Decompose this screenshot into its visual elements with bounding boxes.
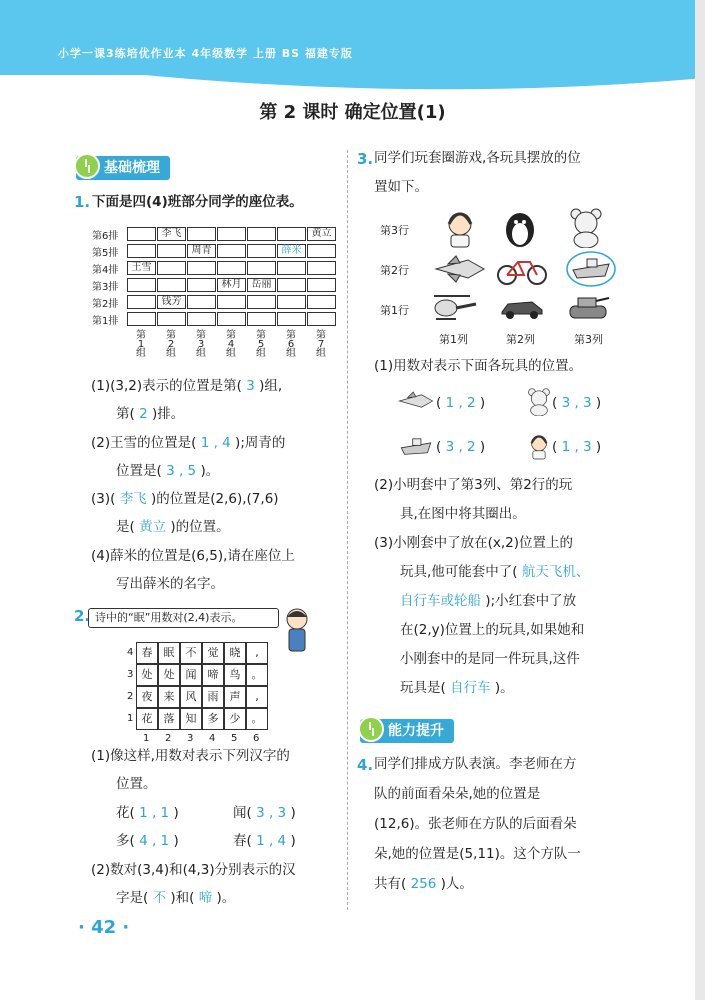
answer: 1 , 1 — [139, 805, 170, 821]
poem-cell: 雨 — [202, 686, 224, 708]
answer: 3 , 5 — [166, 463, 197, 479]
col-label: 第3列 — [574, 333, 603, 346]
seat — [277, 227, 306, 241]
row-label: 第4排 — [92, 265, 119, 276]
bear-small-icon — [526, 388, 552, 420]
row-label: 第1排 — [92, 316, 119, 327]
q2-chun: 春( 1 , 4 ) — [233, 833, 296, 849]
row-label: 1 — [127, 713, 134, 724]
poem-cell: 。 — [246, 708, 268, 730]
column-label: 第 6 组 — [286, 330, 296, 359]
poem-cell: 多 — [202, 708, 224, 730]
column-label: 5 — [231, 733, 238, 744]
seat: 林月 — [217, 278, 246, 292]
poem-cell: 知 — [180, 708, 202, 730]
seat — [247, 312, 276, 326]
q1-part3-line2: 是( 黄立 )的位置。 — [116, 519, 230, 535]
seat — [127, 244, 156, 258]
q3-part1: (1)用数对表示下面各玩具的位置。 — [374, 358, 583, 374]
space-shuttle-icon — [434, 254, 486, 290]
seat — [217, 227, 246, 241]
poem-cell: 不 — [180, 642, 202, 664]
seat — [187, 261, 216, 275]
q2-hua: 花( 1 , 1 ) — [116, 805, 179, 821]
seat — [127, 295, 156, 309]
seat — [277, 278, 306, 292]
column-label: 1 — [143, 733, 150, 744]
column-label: 3 — [187, 733, 194, 744]
penguin-icon — [503, 210, 537, 254]
q1-part2-line1: (2)王雪的位置是( 1 , 4 );周青的 — [91, 435, 286, 451]
poem-cell: 来 — [158, 686, 180, 708]
seat — [157, 244, 186, 258]
car-icon — [500, 296, 544, 326]
q1-part3-line1: (3)( 李飞 )的位置是(2,6),(7,6) — [91, 491, 279, 507]
poem-cell: 处 — [158, 664, 180, 686]
row-label: 4 — [127, 647, 134, 658]
column-label: 第 5 组 — [256, 330, 266, 359]
seat — [247, 261, 276, 275]
q3-part3-line4: 在(2,y)位置上的玩具,如果她和 — [400, 622, 585, 638]
poem-cell: 少 — [224, 708, 246, 730]
girl-doll-icon — [441, 208, 479, 254]
column-label: 第 1 组 — [136, 330, 146, 359]
row-label: 第2排 — [92, 299, 119, 310]
seat — [157, 312, 186, 326]
seat — [247, 244, 276, 258]
col-label: 第1列 — [439, 333, 468, 346]
speech-bubble: 诗中的“眠”用数对(2,4)表示。 — [88, 608, 279, 628]
teddy-bear-icon — [568, 208, 604, 254]
question-number: 3. — [357, 150, 374, 168]
q3-part2-line2: 具,在图中将其圈出。 — [400, 506, 526, 522]
column-label: 2 — [165, 733, 172, 744]
poem-cell: 鸟 — [224, 664, 246, 686]
q1-part2-line2: 位置是( 3 , 5 )。 — [116, 463, 220, 479]
seat — [307, 261, 336, 275]
helicopter-icon — [430, 292, 478, 328]
clock-icon — [74, 153, 100, 179]
answer: 256 — [410, 876, 437, 892]
poem-cell: 。 — [246, 664, 268, 686]
column-label: 4 — [209, 733, 216, 744]
answer: 黄立 — [139, 519, 167, 535]
poem-cell: 晓 — [224, 642, 246, 664]
question-number: 4. — [357, 756, 374, 774]
answer: 自行车或轮船 — [400, 593, 481, 609]
poem-cell: 花 — [136, 708, 158, 730]
poem-cell: 啼 — [202, 664, 224, 686]
seat — [307, 295, 336, 309]
section-tag-label: 能力提升 — [388, 723, 444, 739]
question-number: 2. — [74, 607, 91, 625]
seat — [217, 261, 246, 275]
q1-part4-line2: 写出薛米的名字。 — [116, 576, 224, 592]
column-label: 第 2 组 — [166, 330, 176, 359]
q3-part3-line6: 玩具是( 自行车 )。 — [400, 680, 514, 696]
poem-cell: 风 — [180, 686, 202, 708]
seat — [157, 261, 186, 275]
q1-part1-line2: 第( 2 )排。 — [116, 406, 185, 422]
poem-cell: 夜 — [136, 686, 158, 708]
lesson-title: 第 2 课时 确定位置(1) — [259, 102, 446, 123]
q1-part1-line1: (1)(3,2)表示的位置是第( 3 )组, — [91, 378, 283, 394]
seat: 岳丽 — [247, 278, 276, 292]
seat: 薛米 — [277, 244, 306, 258]
seat — [127, 278, 156, 292]
shuttle-small-icon — [398, 390, 434, 416]
row-label: 第3排 — [92, 282, 119, 293]
q1-part4-line1: (4)薛米的位置是(6,5),请在座位上 — [91, 548, 295, 564]
boy-illustration — [281, 607, 313, 653]
column-divider — [347, 150, 348, 910]
answer: 航天飞机、 — [521, 564, 590, 580]
q3-part3-line1: (3)小刚套中了放在(x,2)位置上的 — [374, 535, 574, 551]
answer: 不 — [152, 890, 167, 906]
seat — [187, 312, 216, 326]
seat: 周青 — [187, 244, 216, 258]
seat — [187, 227, 216, 241]
seat: 李飞 — [157, 227, 186, 241]
seat — [277, 295, 306, 309]
poem-cell: 闻 — [180, 664, 202, 686]
answer: 1 , 4 — [256, 833, 287, 849]
seat — [127, 312, 156, 326]
question-stem: 下面是四(4)班部分同学的座位表。 — [92, 194, 303, 210]
q3-stem-line1: 同学们玩套圈游戏,各玩具摆放的位 — [374, 150, 581, 166]
answer: 4 , 1 — [139, 833, 170, 849]
poem-cell: 眠 — [158, 642, 180, 664]
q3-part3-line5: 小刚套中的是同一件玩具,这件 — [400, 651, 580, 667]
answer: 3 — [246, 378, 255, 394]
seat: 王雪 — [127, 261, 156, 275]
section-tag-label: 基础梳理 — [104, 160, 160, 176]
seat — [307, 312, 336, 326]
book-header: 小学一课3练培优作业本 4年级数学 上册 BS 福建专版 — [58, 47, 353, 60]
column-label: 第 7 组 — [316, 330, 326, 359]
answer-bear: ( 3 , 3 ) — [552, 395, 602, 411]
poem-cell: 声 — [224, 686, 246, 708]
poem-cell: 春 — [136, 642, 158, 664]
row-label: 3 — [127, 669, 134, 680]
page-edge — [695, 0, 705, 1000]
poem-cell: , — [246, 642, 268, 664]
clock-icon — [358, 716, 384, 742]
answer: 李飞 — [119, 491, 147, 507]
seat: 黄立 — [307, 227, 336, 241]
seat — [217, 244, 246, 258]
section-tag-basic — [76, 156, 170, 180]
seat — [187, 295, 216, 309]
page-number: · 42 · — [78, 917, 130, 938]
q4-line5: 共有( 256 )人。 — [374, 876, 473, 892]
seat — [277, 261, 306, 275]
answer: 2 — [139, 406, 148, 422]
q3-part3-line2: 玩具,他可能套中了( 航天飞机、 — [400, 564, 590, 580]
answer: 啼 — [198, 890, 213, 906]
seat — [217, 295, 246, 309]
q4-line4: 朵,她的位置是(5,11)。这个方队一 — [374, 846, 581, 862]
col-label: 第2列 — [506, 333, 535, 346]
seat — [247, 295, 276, 309]
answer: 3 , 3 — [256, 805, 287, 821]
row-label: 第3行 — [380, 224, 409, 237]
ship-icon — [565, 250, 617, 294]
q2-part2-line1: (2)数对(3,4)和(4,3)分别表示的汉 — [91, 862, 296, 878]
q2-part2-line2: 字是( 不 )和( 啼 )。 — [116, 890, 236, 906]
row-label: 第2行 — [380, 264, 409, 277]
q4-line3: (12,6)。张老师在方队的后面看朵 — [374, 816, 577, 832]
poem-cell: 落 — [158, 708, 180, 730]
q2-duo: 多( 4 , 1 ) — [116, 833, 179, 849]
seat — [307, 278, 336, 292]
q3-part3-line3: 自行车或轮船 );小红套中了放 — [400, 593, 577, 609]
poem-cell: 觉 — [202, 642, 224, 664]
seat — [247, 227, 276, 241]
seat — [127, 227, 156, 241]
q3-stem-line2: 置如下。 — [374, 179, 428, 195]
tank-icon — [566, 292, 610, 328]
answer-girl: ( 1 , 3 ) — [552, 439, 602, 455]
seat — [307, 244, 336, 258]
row-label: 第5排 — [92, 248, 119, 259]
answer: 1 , 4 — [200, 435, 231, 451]
bicycle-icon — [496, 256, 548, 292]
poem-cell: , — [246, 686, 268, 708]
q3-part2-line1: (2)小明套中了第3列、第2行的玩 — [374, 477, 573, 493]
row-label: 第1行 — [380, 304, 409, 317]
column-label: 第 3 组 — [196, 330, 206, 359]
answer-shuttle: ( 1 , 2 ) — [436, 395, 486, 411]
seat — [277, 312, 306, 326]
q2-part1-line2: 位置。 — [116, 776, 157, 792]
seat — [187, 278, 216, 292]
q2-wen: 闻( 3 , 3 ) — [233, 805, 296, 821]
girl-small-icon — [526, 432, 552, 464]
answer-ship: ( 3 , 2 ) — [436, 439, 486, 455]
question-number: 1. — [74, 193, 91, 211]
q2-part1-line1: (1)像这样,用数对表示下列汉字的 — [91, 748, 290, 764]
seat: 钱芳 — [157, 295, 186, 309]
ship-small-icon — [398, 436, 434, 462]
poem-cell: 处 — [136, 664, 158, 686]
row-label: 2 — [127, 691, 134, 702]
seat — [217, 312, 246, 326]
column-label: 6 — [253, 733, 260, 744]
row-label: 第6排 — [92, 231, 119, 242]
section-tag-advanced — [360, 719, 454, 743]
q4-line2: 队的前面看朵朵,她的位置是 — [374, 786, 541, 802]
seat — [157, 278, 186, 292]
column-label: 第 4 组 — [226, 330, 236, 359]
answer: 自行车 — [450, 680, 491, 696]
q4-line1: 同学们排成方队表演。李老师在方 — [374, 756, 577, 772]
